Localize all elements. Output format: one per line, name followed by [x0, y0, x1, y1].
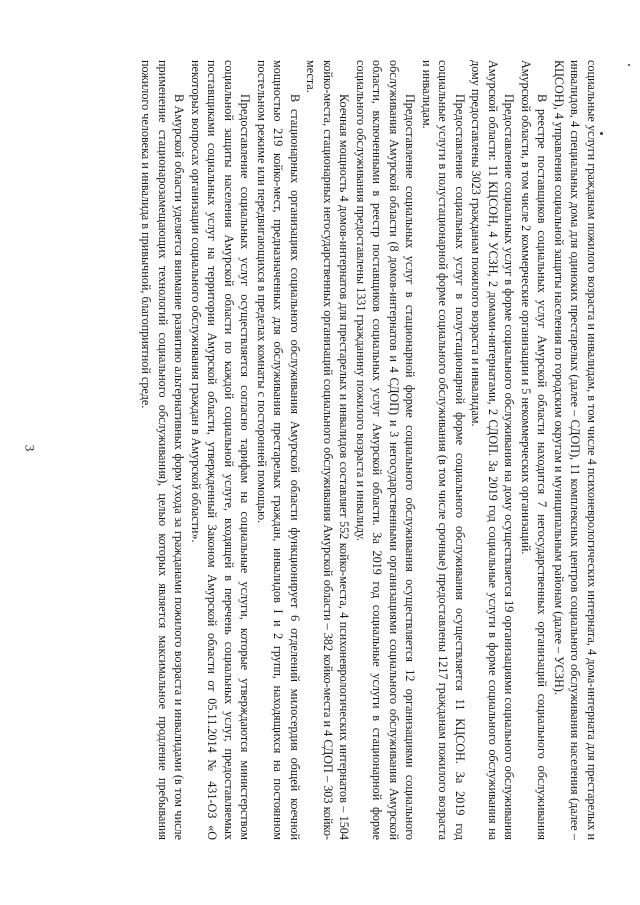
paragraph-9: В Амурской области уделяется внимание развитию альтернативных форм ухода за гражданами пожилого возраста и инвалидами (в том числе применение стационарозамещающих технологий социального обслуживания), целью которых является максимальное продление пребывания пожилого человека и инвалида в привычной, благоприятной среде. — [139, 60, 187, 840]
paragraph-8: Предоставление социальных услуг осуществляется согласно тарифам на социальные услуги, которые утверждаются министерством социальной защиты населения Амурской области по каждой социальной услуге, входящей в перечень социальных услуг, предоставляемых поставщиками социальных услуг на территории Амурской области, утвержденный Законом Амурской области от 05.11.2014 № 431-ОЗ «О некоторых вопросах организации социального обслуживания граждан в Амурской области». — [189, 60, 253, 840]
document-body — [80, 60, 600, 840]
paragraph-6: Коечная мощность 4 домов-интернатов для престарелых и инвалидов составляет 552 койко-места, 4 психоневрологических интернатов – 1504 койко-места, стационарных негосударственных организаций социального обслуживания Амурской области – 382 койко-места и 4 СДОП – 303 койко-места. — [304, 60, 352, 840]
page-number: 3 — [22, 444, 38, 452]
paragraph-1: социальные услуги гражданам пожилого возраста и инвалидам, в том числе 4 психоневрологических интерната, 4 дома-интерната для престарелых и инвалидов, 4 специальных дома для одиноких престарелых (далее – СДОП), 11 комплексных центров социального обслуживания населения (далее – КЦСОН), 4 управления социальной защиты населения по городским округам и муниципальным районам (далее – УСЗН). — [552, 60, 599, 840]
scan-speck — [628, 64, 630, 66]
paragraph-2: В реестре поставщиков социальных услуг Амурской области находится 7 негосударственных организаций социального обслуживания Амурской области, в том числе 2 коммерческие организации и 5 некоммерческих организаций. — [519, 60, 550, 840]
paragraph-7: В стационарных организациях социального обслуживания Амурской области функционирует 6 отделений милосердия общей коечной мощностью 219 койко-мест, предназначенных для обслуживания престарелых граждан, инвалидов I и 2 групп, находящихся на постоянном постельном режиме или передвигающихся в пределах комнаты с посторонней помощью. — [255, 60, 302, 840]
paragraph-3: Предоставление социальных услуг в форме социального обслуживания на дому осуществляется 19 организациями социального обслуживания Амурской области: 11 КЦСОН, 4 УСЗН, 2 домами-интернатами, 2 СДОП. За 2019 год социальные услуги в форме социального обслуживания на дому предоставлены 3023 гражданам пожилого возраста и инвалидам. — [469, 60, 517, 840]
scan-speck — [600, 132, 603, 135]
paragraph-4: Предоставление социальных услуг в полустационарной форме социального обслуживания осуществляется 11 КЦСОН. За 2019 год социальные услуги в полустационарной форме социального обслуживания (в том числе срочные) предоставлены 1217 гражданам пожилого возраста и инвалидам. — [420, 60, 467, 840]
paragraph-5: Предоставление социальных услуг в стационарной форме социального обслуживания осуществляется 12 организациями социального обслуживания Амурской области (8 домов-интернатов и 4 СДОП) и 3 негосударственными организациями социального обслуживания Амурской области, включенными в реестр поставщиков социальных услуг Амурской области. За 2019 год социальные услуги в стационарной форме социального обслуживания предоставлены 1331 гражданину пожилого возраста и инвалиду. — [354, 60, 418, 840]
